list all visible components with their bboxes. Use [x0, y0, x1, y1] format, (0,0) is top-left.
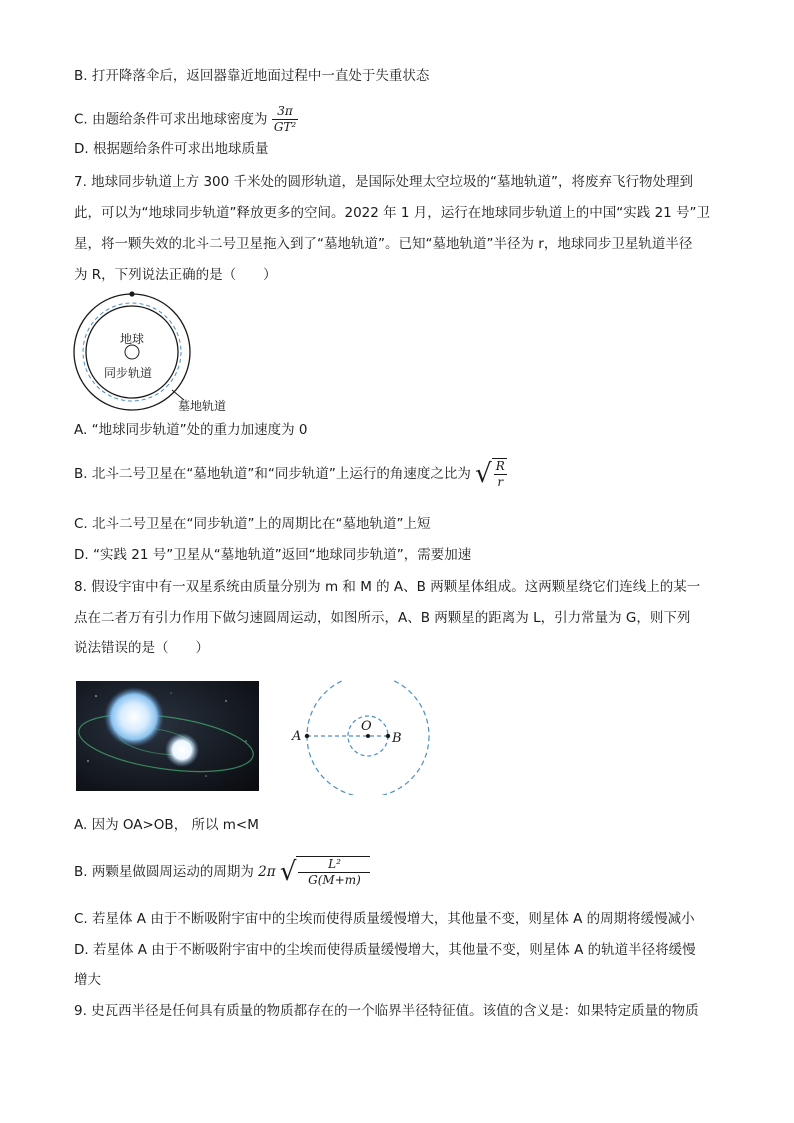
- q7-sqrt-denominator: r: [497, 475, 504, 489]
- q8-option-b: [74, 856, 370, 888]
- q7-stem-line-4: 为 R，下列说法正确的是（ ）: [74, 267, 277, 283]
- q8-option-a: A. 因为 OA>OB， 所以 m<M: [74, 817, 259, 833]
- q7-sqrt-expression: √ $\frac{R}{r}$: [475, 459, 505, 489]
- q7-option-d: D. “实践 21 号”卫星从“墓地轨道”返回“地球同步轨道”，需要加速: [74, 547, 472, 563]
- q7-stem-line-2: 此，可以为“地球同步轨道”释放更多的空间。2022 年 1 月，运行在地球同步轨道上的中国“实践 21 号”卫: [74, 205, 711, 221]
- earth-label: 地球: [120, 332, 145, 346]
- q8-option-b-text: B. 两颗星做圆周运动的周期为: [74, 864, 254, 880]
- sync-orbit-label: 同步轨道: [104, 366, 153, 380]
- q8-stem-line-2: 点在二者万有引力作用下做匀速圆周运动，如图所示，A、B 两颗星的距离为 L，引力常量为 G，则下列: [74, 610, 691, 626]
- q6-option-c-text: C. 由题给条件可求出地球密度为: [74, 111, 268, 128]
- q7-option-b: [74, 458, 507, 490]
- q6-fraction-numerator: 3π: [272, 104, 298, 120]
- earth-circle: [125, 345, 139, 359]
- q6-fraction-denominator: GT²: [273, 120, 297, 134]
- q6-option-d: D. 根据题给条件可求出地球质量: [74, 141, 269, 157]
- label-a: A: [292, 729, 302, 744]
- large-star: [104, 687, 164, 747]
- q7-orbit-figure: [68, 286, 248, 416]
- q7-stem-line-3: 星，将一颗失效的北斗二号卫星拖入到了“墓地轨道”。已知“墓地轨道”半径为 r，地球同步卫星轨道半径: [74, 236, 693, 252]
- grave-orbit-label: 墓地轨道: [178, 399, 227, 413]
- label-b: B: [392, 731, 402, 746]
- q8-sqrt-denominator: G(M+m): [308, 873, 361, 887]
- sync-orbit-circle: [86, 306, 178, 398]
- q8-sqrt-expression: √ $\frac{\text{L²}}{G(M+m)}$: [280, 856, 371, 888]
- q8-stem-line-3: 说法错误的是（ ）: [74, 640, 209, 656]
- star-a-dot: [305, 734, 309, 738]
- q6-option-c: [74, 104, 298, 135]
- dashed-orbit-circle: [83, 303, 181, 401]
- q7-option-b-text: B. 北斗二号卫星在“墓地轨道”和“同步轨道”上运行的角速度之比为: [74, 466, 471, 482]
- center-o-dot: [366, 734, 370, 738]
- satellite-dot: [129, 291, 134, 296]
- q8-stem-line-1: 8. 假设宇宙中有一双星系统由质量分别为 m 和 M 的 A、B 两颗星体组成。这两颗星绕它们连线上的某一: [74, 579, 701, 595]
- q8-sqrt-numerator: L²: [298, 857, 370, 873]
- label-o: O: [361, 719, 372, 734]
- q7-option-c: C. 北斗二号卫星在“同步轨道”上的周期比在“墓地轨道”上短: [74, 516, 431, 532]
- q6-density-fraction: [272, 104, 298, 135]
- star-b-dot: [386, 734, 390, 738]
- q7-stem-line-1: 7. 地球同步轨道上方 300 千米处的圆形轨道，是国际处理太空垃圾的“墓地轨道”，将废弃飞行物处理到: [74, 174, 694, 190]
- q7-option-a: A. “地球同步轨道”处的重力加速度为 0: [74, 422, 308, 438]
- q9-stem-line-1: 9. 史瓦西半径是任何具有质量的物质都存在的一个临界半径特征值。该值的含义是：如果特定质量的物质: [74, 1003, 699, 1019]
- grave-orbit-circle: [74, 294, 190, 410]
- q8-option-d-line-1: D. 若星体 A 由于不断吸附宇宙中的尘埃而使得质量缓慢增大，其他量不变，则星体 A 的轨道半径将缓慢: [74, 942, 696, 958]
- space-background: [76, 681, 259, 791]
- q8-option-d-line-2: 增大: [74, 972, 101, 988]
- small-star: [165, 733, 199, 767]
- q8-option-c: C. 若星体 A 由于不断吸附宇宙中的尘埃而使得质量缓慢增大，其他量不变，则星体 A 的周期将缓慢减小: [74, 911, 695, 927]
- q8-binary-star-image: [76, 681, 259, 791]
- q7-sqrt-numerator: R: [495, 459, 505, 473]
- q6-option-b: B. 打开降落伞后，返回器靠近地面过程中一直处于失重状态: [74, 68, 430, 84]
- q8-orbit-diagram: [286, 680, 436, 795]
- q8-period-coefficient: 2π: [258, 864, 276, 880]
